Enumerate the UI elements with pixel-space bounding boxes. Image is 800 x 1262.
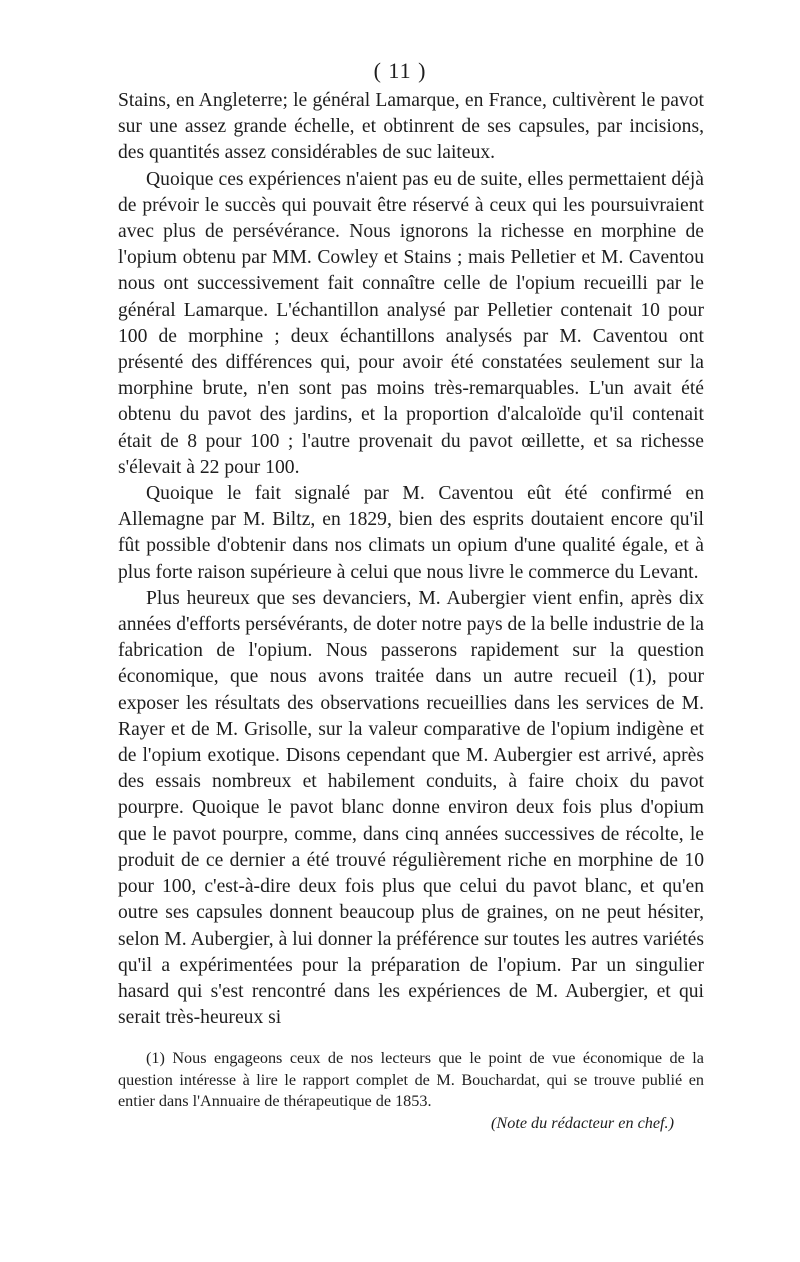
footnote [118, 1048, 704, 1134]
paragraph-2: Quoique ces expériences n'aient pas eu de suite, elles permettaient déjà de prévoir le succès qui pouvait être réservé à ceux qui les poursuivraient avec plus de persévérance. Nous ignorons la richesse en morphine de l'opium obtenu par MM. Cowley et Stains ; mais Pelletier et M. Caventou nous ont successivement fait connaître celle de l'opium recueilli par le général Lamarque. L'échantillon analysé par Pelletier contenait 10 pour 100 de morphine ; deux échantillons analysés par M. Caventou ont présenté des différences qui, pour avoir été constatées seulement sur la morphine brute, n'en sont pas moins très-remarquables. L'un avait été obtenu du pavot des jardins, et la proportion d'alcaloïde qu'il contenait était de 8 pour 100 ; l'autre provenait du pavot œillette, et sa richesse s'élevait à 22 pour 100. [118, 168, 704, 478]
footnote-signature: (Note du rédacteur en chef.) [491, 1113, 674, 1132]
footnote-text: (1) Nous engageons ceux de nos lecteurs que le point de vue économique de la question intéresse à lire le rapport complet de M. Bouchardat, qui se trouve publié en entier dans l'Annuaire de thérapeutique de 1853. [118, 1049, 704, 1111]
page-number: ( 11 ) [373, 58, 427, 83]
paragraph-1: Stains, en Angleterre; le général Lamarque, en France, cultivèrent le pavot sur une assez grande échelle, et obtinrent de ses capsules, par incisions, des quantités assez considérables de suc laiteux. [118, 90, 704, 164]
body-text [118, 88, 704, 1031]
paragraph-3: Quoique le fait signalé par M. Caventou eût été confirmé en Allemagne par M. Biltz, en 1829, bien des esprits doutaient encore qu'il fût possible d'obtenir dans nos climats un opium d'une qualité égale, et à plus forte raison supérieure à celui que nous livre le commerce du Levant. [118, 483, 704, 583]
paragraph-4: Plus heureux que ses devanciers, M. Aubergier vient enfin, après dix années d'efforts persévérants, de doter notre pays de la belle industrie de la fabrication de l'opium. Nous passerons rapidement sur la question économique, que nous avons traitée dans un autre recueil (1), pour exposer les résultats des observations recueillies dans les services de M. Rayer et de M. Grisolle, sur la valeur comparative de l'opium indigène et de l'opium exotique. Disons cependant que M. Aubergier est arrivé, après des essais nombreux et habilement conduits, à faire choix du pavot pourpre. Quoique le pavot blanc donne environ deux fois plus d'opium que le pavot pourpre, comme, dans cinq années successives de récolte, le produit de ce dernier a été trouvé régulièrement riche en morphine de 10 pour 100, c'est-à-dire deux fois plus que celui du pavot blanc, et qu'en outre ses capsules donnent beaucoup plus de graines, on ne peut hésiter, selon M. Aubergier, à lui donner la préférence sur toutes les autres variétés qu'il a expérimentées pour la préparation de l'opium. Par un singulier hasard qui s'est rencontré dans les expériences de M. Aubergier, et qui serait très-heureux si [118, 587, 704, 1029]
